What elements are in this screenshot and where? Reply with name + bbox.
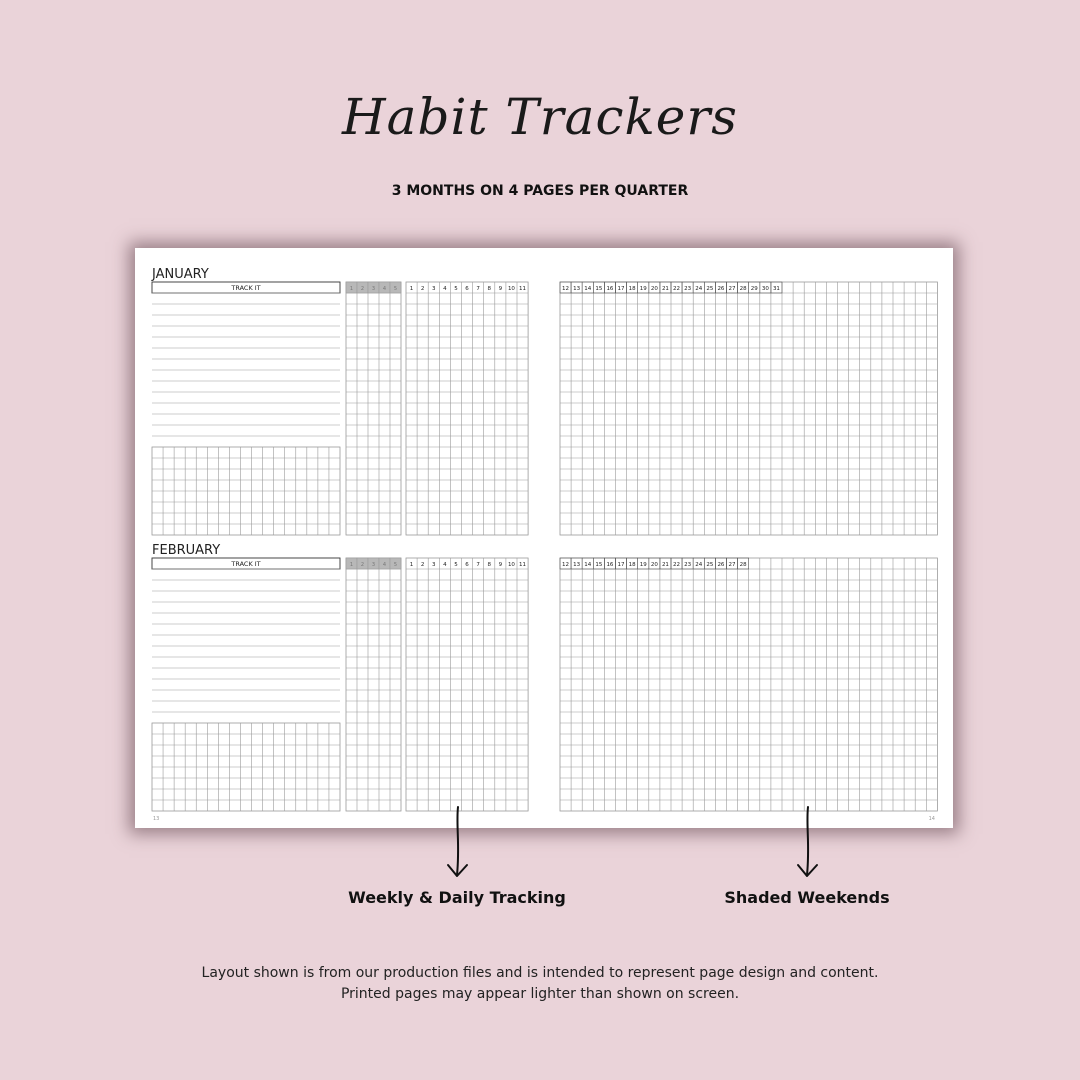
tracker-grid: [135, 248, 953, 828]
day-header-label: 23: [684, 286, 692, 292]
footnote-line-2: Printed pages may appear lighter than shown on screen.: [340, 986, 740, 1002]
day-header-label: 9: [498, 286, 503, 292]
weekly-grid: [346, 282, 401, 535]
month-title: FEBRUARY: [152, 543, 221, 558]
day-header-label: 16: [606, 562, 614, 568]
day-header-label: 14: [584, 562, 592, 568]
day-header-label: 21: [661, 286, 669, 292]
day-header-label: 15: [595, 286, 603, 292]
day-header-label: 19: [639, 286, 647, 292]
footnote-line-1: Layout shown is from our production files and is intended to represent page design and content.: [201, 965, 879, 981]
day-header-label: 25: [706, 286, 714, 292]
week-header-label: 1: [349, 286, 354, 292]
day-header-label: 23: [684, 562, 692, 568]
day-header-label: 1: [409, 286, 414, 292]
day-header-label: 2: [420, 286, 425, 292]
day-header-label: 4: [443, 562, 447, 568]
day-header-label: 17: [617, 286, 625, 292]
day-header-label: 4: [443, 286, 447, 292]
day-header-label: 10: [507, 286, 515, 292]
day-header-label: 3: [432, 286, 436, 292]
month-title: JANUARY: [152, 267, 209, 282]
day-header-label: 30: [761, 286, 769, 292]
day-header-label: 26: [717, 562, 725, 568]
day-header-label: 13: [573, 286, 581, 292]
day-header-label: 31: [772, 286, 780, 292]
day-header-label: 20: [650, 286, 658, 292]
day-header-label: 9: [498, 562, 503, 568]
callout-shaded-weekends: Shaded Weekends: [724, 888, 890, 907]
day-header-label: 14: [584, 286, 592, 292]
day-header-label: 2: [420, 562, 425, 568]
day-header-label: 5: [454, 286, 458, 292]
day-header-label: 17: [617, 562, 625, 568]
arrow-down-icon: [446, 805, 470, 881]
day-header-label: 29: [750, 286, 758, 292]
day-header-label: 18: [628, 562, 636, 568]
day-header-label: 11: [519, 286, 527, 292]
day-header-label: 22: [673, 286, 681, 292]
day-header-label: 7: [476, 562, 480, 568]
day-header-label: 24: [695, 562, 703, 568]
day-header-label: 22: [673, 562, 681, 568]
track-it-label: TRACK IT: [231, 560, 261, 568]
week-header-label: 5: [393, 562, 398, 568]
day-header-label: 8: [487, 562, 491, 568]
day-header-label: 6: [465, 286, 469, 292]
arrow-down-icon: [796, 805, 820, 881]
day-header-label: 19: [639, 562, 647, 568]
day-header-label: 3: [432, 562, 436, 568]
footnote: [0, 963, 1080, 1005]
week-header-label: 4: [382, 562, 387, 568]
day-header-label: 10: [507, 562, 515, 568]
day-header-label: 1: [409, 562, 414, 568]
day-header-label: 13: [573, 562, 581, 568]
day-header-label: 5: [454, 562, 458, 568]
day-header-label: 6: [465, 562, 469, 568]
planner-spread: [135, 248, 953, 828]
day-header-label: 27: [728, 562, 736, 568]
week-header-label: 5: [393, 286, 398, 292]
day-header-label: 7: [476, 286, 480, 292]
page-number-right: 14: [928, 816, 935, 822]
day-header-label: 28: [739, 286, 747, 292]
page-title: Habit Trackers: [342, 88, 738, 146]
day-header-label: 12: [562, 286, 570, 292]
callout-weekly-daily: Weekly & Daily Tracking: [348, 888, 566, 907]
week-header-label: 2: [360, 562, 365, 568]
day-header-label: 28: [739, 562, 747, 568]
week-header-label: 3: [371, 286, 376, 292]
week-header-label: 4: [382, 286, 387, 292]
day-header-label: 18: [628, 286, 636, 292]
daily-grid-left: [406, 558, 528, 811]
day-header-label: 16: [606, 286, 614, 292]
daily-grid-left: [406, 282, 528, 535]
page-subtitle: 3 MONTHS ON 4 PAGES PER QUARTER: [391, 183, 689, 199]
day-header-label: 24: [695, 286, 703, 292]
day-header-label: 15: [595, 562, 603, 568]
day-header-label: 26: [717, 286, 725, 292]
day-header-label: 11: [519, 562, 527, 568]
day-header-label: 8: [487, 286, 491, 292]
week-header-label: 2: [360, 286, 365, 292]
track-it-label: TRACK IT: [231, 284, 261, 292]
day-header-label: 27: [728, 286, 736, 292]
day-header-label: 25: [706, 562, 714, 568]
day-header-label: 21: [661, 562, 669, 568]
page-number-left: 13: [153, 816, 160, 822]
week-header-label: 1: [349, 562, 354, 568]
weekly-grid: [346, 558, 401, 811]
day-header-label: 20: [650, 562, 658, 568]
day-header-label: 12: [562, 562, 570, 568]
week-header-label: 3: [371, 562, 376, 568]
